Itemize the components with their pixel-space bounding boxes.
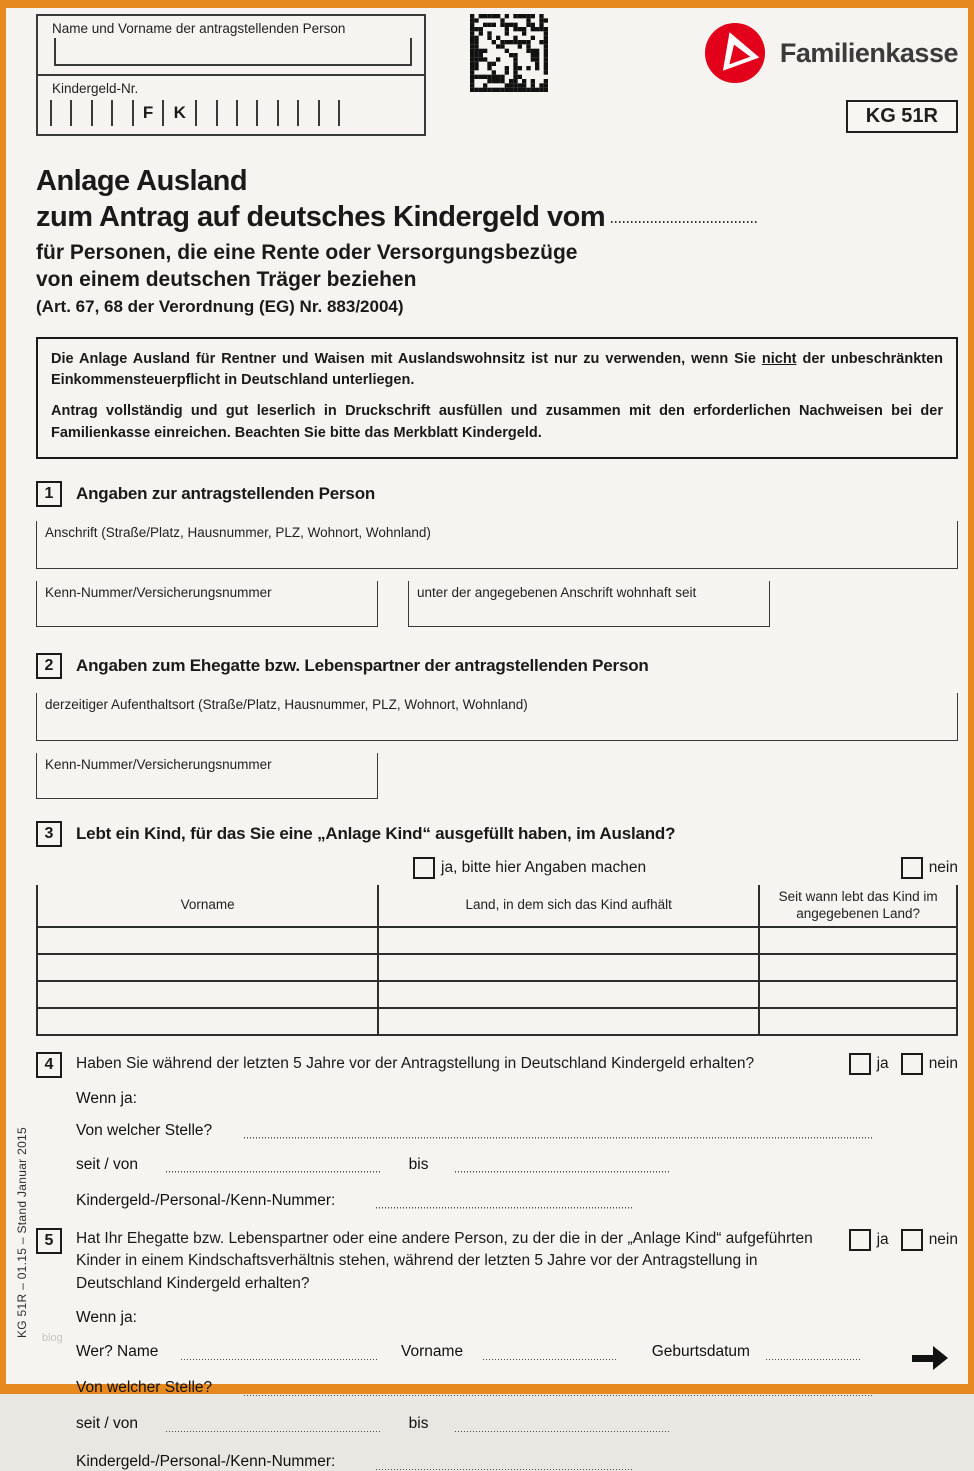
table-cell[interactable] — [37, 1008, 378, 1035]
form-legal-reference: (Art. 67, 68 der Verordnung (EG) Nr. 883/2004) — [36, 296, 404, 316]
section-3-title: Lebt ein Kind, für das Sie eine „Anlage Kind“ ausgefüllt haben, im Ausland? — [76, 823, 676, 843]
notice-paragraph-2: Antrag vollständig und gut leserlich in Druckschrift ausfüllen und zusammen mit den erforderlichen Nachweisen bei der Familienkasse einreichen. Beachten Sie bitte das Merkblatt Kindergeld. — [51, 403, 943, 441]
table-header-vorname: Vorname — [37, 885, 378, 927]
s5-vorname-label: Vorname — [401, 1343, 464, 1361]
form-header — [36, 14, 958, 136]
section-5-header — [36, 1228, 849, 1295]
notice-paragraph-1: Die Anlage Ausland für Rentner und Waisen mit Auslandswohnsitz ist nur zu verwenden, wenn Sie nicht der unbeschränkten Einkommensteuerpflicht in Deutschland unterliegen. — [51, 350, 944, 389]
kenn-nummer-partner-field-label: Kenn-Nummer/Versicherungsnummer — [45, 756, 272, 772]
section-3-number: 3 — [36, 821, 62, 847]
s5-nummer-row — [76, 1453, 958, 1471]
wohnhaft-seit-field[interactable] — [408, 581, 770, 627]
section-5-number: 5 — [36, 1228, 62, 1254]
s3-yes-label: ja, bitte hier Angaben machen — [441, 858, 647, 876]
kn-cell[interactable] — [50, 100, 70, 126]
s4-stelle-write-in[interactable] — [244, 1123, 872, 1139]
table-header-land: Land, in dem sich das Kind aufhält — [378, 885, 759, 927]
s5-no-group — [901, 1229, 958, 1251]
table-cell[interactable] — [37, 981, 378, 1008]
kn-cell-f: F — [132, 100, 163, 126]
watermark-text: blog — [42, 1332, 63, 1344]
s5-yes-group — [849, 1229, 889, 1251]
kn-cell[interactable] — [297, 100, 317, 126]
s5-nummer-label: Kindergeld-/Personal-/Kenn-Nummer: — [76, 1453, 336, 1471]
s5-seit-von-label: seit / von — [76, 1415, 139, 1433]
s5-stelle-row — [76, 1379, 958, 1397]
s3-yes-group — [413, 857, 646, 879]
table-cell[interactable] — [37, 954, 378, 981]
s5-geburtsdatum-label: Geburtsdatum — [651, 1343, 750, 1361]
s5-wer-row — [76, 1343, 958, 1361]
s4-no-label: nein — [928, 1054, 958, 1072]
s4-no-checkbox[interactable] — [901, 1053, 923, 1075]
form-version-side-note: KG 51R – 01.15 – Stand Januar 2015 — [15, 1126, 29, 1338]
kn-cell[interactable] — [256, 100, 276, 126]
form-subtitle-line2: von einem deutschen Träger beziehen — [36, 268, 417, 292]
kindergeld-nr-cells[interactable] — [50, 100, 340, 126]
kn-cell[interactable] — [216, 100, 236, 126]
table-cell[interactable] — [759, 981, 957, 1008]
anschrift-field-label: Anschrift (Straße/Platz, Hausnummer, PLZ, Wohnort, Wohnland) — [45, 524, 431, 540]
familienkasse-logo-icon — [704, 22, 766, 84]
table-row — [37, 927, 957, 954]
section-3-header — [36, 821, 958, 847]
s5-name-write-in[interactable] — [181, 1344, 377, 1360]
s4-seit-von-write-in[interactable] — [166, 1157, 380, 1173]
kn-cell[interactable] — [111, 100, 131, 126]
kn-cell[interactable] — [318, 100, 340, 126]
next-page-arrow-icon — [912, 1346, 948, 1370]
table-row — [37, 954, 957, 981]
table-cell[interactable] — [759, 927, 957, 954]
applicant-info-box — [36, 14, 426, 136]
s4-wenn-ja-label: Wenn ja: — [76, 1089, 137, 1107]
aufenthaltsort-field[interactable] — [36, 693, 958, 741]
section-1-number: 1 — [36, 481, 62, 507]
table-cell[interactable] — [759, 1008, 957, 1035]
kn-cell[interactable] — [236, 100, 256, 126]
kenn-nummer-field[interactable] — [36, 581, 378, 627]
s5-geburtsdatum-write-in[interactable] — [766, 1344, 862, 1360]
s3-no-group — [901, 857, 958, 879]
children-abroad-table — [36, 885, 958, 1036]
s4-no-group — [901, 1053, 958, 1075]
s4-nummer-write-in[interactable] — [376, 1193, 634, 1209]
table-cell[interactable] — [759, 954, 957, 981]
form-title-line2: zum Antrag auf deutsches Kindergeld vom — [36, 199, 958, 235]
brand-row — [704, 22, 958, 84]
table-cell[interactable] — [378, 981, 759, 1008]
s4-yes-group — [849, 1053, 889, 1075]
section-5-title: Hat Ihr Ehegatte bzw. Lebenspartner oder eine andere Person, zu der die in der „Anlage Kind“ aufgeführten Kinder in einem Kindschaftsverhältnis stehen, während der letzten 5 Jahre vor der Antragstellung in Deutschland Kindergeld erhalten? — [76, 1229, 813, 1292]
s3-yes-checkbox[interactable] — [413, 857, 435, 879]
section-4-number: 4 — [36, 1052, 62, 1078]
s5-wer-name-label: Wer? Name — [76, 1343, 159, 1361]
s5-no-label: nein — [928, 1230, 958, 1248]
s4-nummer-row — [76, 1192, 958, 1210]
s5-bis-write-in[interactable] — [455, 1416, 669, 1432]
table-header-seit-wann: Seit wann lebt das Kind im angegebenen Land? — [759, 885, 957, 927]
anschrift-field[interactable] — [36, 521, 958, 569]
notice-box — [36, 337, 958, 459]
section-2-number: 2 — [36, 653, 62, 679]
aufenthaltsort-field-label: derzeitiger Aufenthaltsort (Straße/Platz, Hausnummer, PLZ, Wohnort, Wohnland) — [45, 696, 528, 712]
s4-yes-checkbox[interactable] — [849, 1053, 871, 1075]
name-field-label: Name und Vorname der antragstellenden Person — [52, 21, 346, 36]
datamatrix-icon — [470, 14, 548, 92]
form-code-badge: KG 51R — [846, 100, 958, 133]
s5-yes-checkbox[interactable] — [849, 1229, 871, 1251]
kindergeld-nr-label: Kindergeld-Nr. — [52, 81, 139, 96]
s5-vorname-write-in[interactable] — [483, 1344, 617, 1360]
form-content — [6, 8, 968, 1471]
form-subtitle-line1: für Personen, die eine Rente oder Versorgungsbezüge — [36, 241, 578, 265]
section-2-header — [36, 653, 958, 679]
kn-cell[interactable] — [195, 100, 215, 126]
table-row — [37, 1008, 957, 1035]
table-cell[interactable] — [378, 927, 759, 954]
section-4-title: Haben Sie während der letzten 5 Jahre vor der Antragstellung in Deutschland Kindergeld erhalten? — [76, 1055, 755, 1073]
section-1-header — [36, 481, 958, 507]
brand-name: Familienkasse — [779, 37, 958, 68]
section-2-title: Angaben zum Ehegatte bzw. Lebenspartner der antragstellenden Person — [76, 655, 649, 675]
title-block — [36, 164, 958, 317]
date-write-in-line[interactable] — [611, 206, 759, 226]
wohnhaft-seit-field-label: unter der angegebenen Anschrift wohnhaft seit — [417, 584, 697, 600]
section-1-title: Angaben zur antragstellenden Person — [76, 483, 376, 503]
s5-zeitraum-row — [76, 1415, 958, 1433]
table-cell[interactable] — [378, 954, 759, 981]
name-input-area[interactable] — [54, 38, 412, 66]
s4-yes-label: ja — [876, 1054, 889, 1072]
s5-wenn-ja-label: Wenn ja: — [76, 1309, 137, 1327]
s4-bis-write-in[interactable] — [455, 1157, 669, 1173]
s5-stelle-write-in[interactable] — [244, 1380, 872, 1396]
kenn-nummer-field-label: Kenn-Nummer/Versicherungsnummer — [45, 584, 272, 600]
s4-nummer-label: Kindergeld-/Personal-/Kenn-Nummer: — [76, 1191, 336, 1209]
notice-underlined-word: nicht — [761, 350, 797, 367]
kn-cell[interactable] — [277, 100, 297, 126]
s5-stelle-label: Von welcher Stelle? — [76, 1379, 213, 1397]
s3-no-label: nein — [928, 858, 958, 876]
s5-bis-label: bis — [408, 1415, 429, 1433]
s5-yes-label: ja — [876, 1230, 889, 1248]
s5-nummer-write-in[interactable] — [376, 1454, 634, 1470]
section-4-header — [36, 1052, 849, 1078]
table-cell[interactable] — [378, 1008, 759, 1035]
s3-no-checkbox[interactable] — [901, 857, 923, 879]
s4-bis-label: bis — [408, 1155, 429, 1173]
table-cell[interactable] — [37, 927, 378, 954]
s4-stelle-row — [76, 1122, 958, 1140]
s4-zeitraum-row — [76, 1156, 958, 1174]
table-row — [37, 981, 957, 1008]
header-right — [704, 14, 958, 133]
s5-seit-von-write-in[interactable] — [166, 1416, 380, 1432]
kn-cell[interactable] — [70, 100, 90, 126]
kenn-nummer-partner-field[interactable] — [36, 753, 378, 799]
kn-cell[interactable] — [91, 100, 111, 126]
s4-stelle-label: Von welcher Stelle? — [76, 1121, 213, 1139]
kn-cell-k: K — [162, 100, 195, 126]
s5-no-checkbox[interactable] — [901, 1229, 923, 1251]
form-title-line1: Anlage Ausland — [36, 165, 248, 197]
kindergeld-nr-area — [38, 74, 424, 134]
s4-seit-von-label: seit / von — [76, 1155, 139, 1173]
